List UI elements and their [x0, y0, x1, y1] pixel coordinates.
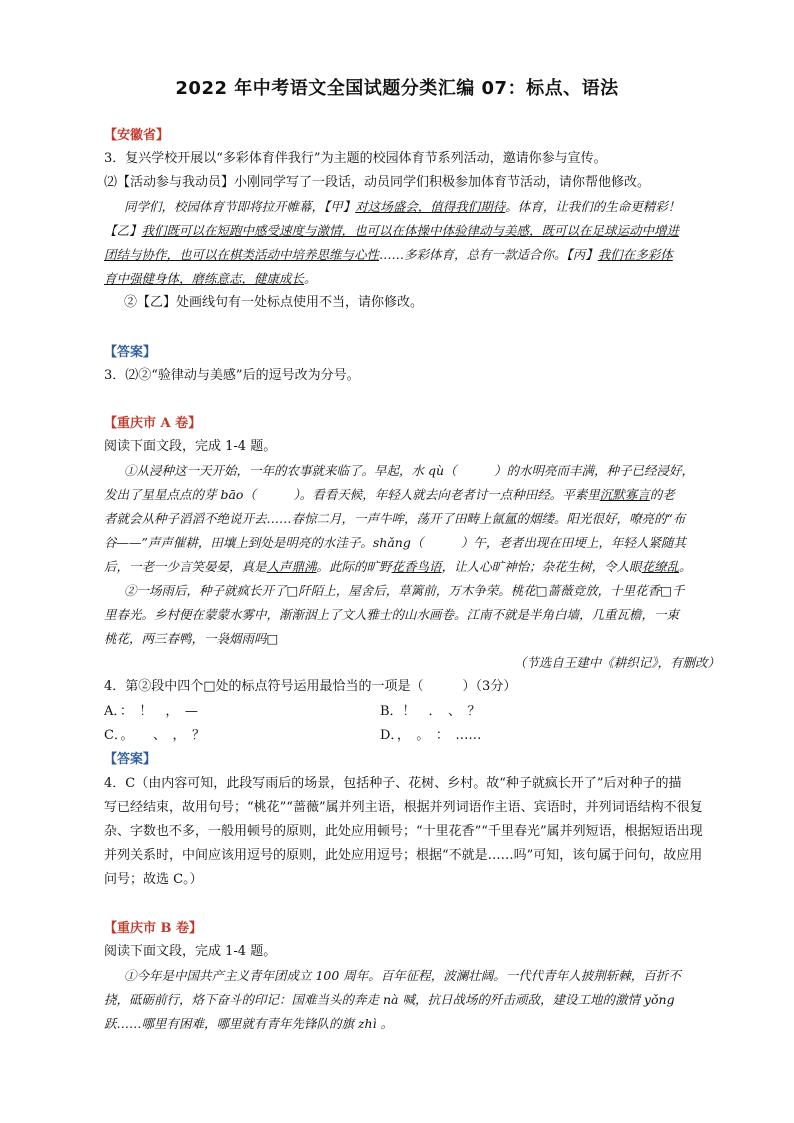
- answer-text: 4．C（由内容可知，此段写雨后的场景，包括种子、花树、乡村。故“种子就疯长开了”后对种子的描: [104, 776, 682, 791]
- answer-text: 问号；故选 C。）: [104, 872, 203, 887]
- question-line: 4．第②段中四个□处的标点符号运用最恰当的一项是（ ）（3分）: [104, 679, 517, 694]
- instruction-line: 阅读下面文段，完成 1-4 题。: [104, 944, 277, 959]
- passage-line: ①从浸种这一天开始，一年的农事就来临了。早起，水 qù（ ）的水明亮而丰满，种子已经浸好，: [124, 463, 695, 478]
- region-heading-chongqing-b: 【重庆市 B 卷】: [104, 921, 203, 936]
- passage-line: 跃……哪里有困难，哪里就有青年先锋队的旗 zhì 。: [104, 1016, 394, 1031]
- passage-line: 团结与协作，也可以在棋类活动中培养思维与心性……多彩体育，总有一款适合你。【丙】我们在多彩体: [104, 247, 673, 262]
- option-c: C．。 、 ， ？: [104, 728, 205, 743]
- region-heading-anhui: 【安徽省】: [104, 128, 170, 143]
- question-line: ⑵【活动参与我动员】小刚同学写了一段话，动员同学们积极参加体育节活动，请你帮他修改。: [104, 175, 651, 190]
- answer-text: 写已经结束，故用句号；“桃花”“蔷薇”属并列主语，根据并列词语作主语、宾语时，并列词语结构不很复: [104, 800, 703, 815]
- passage-line: 谷——”声声催耕，田壤上到处是明亮的水洼子。shǎng（ ）午，老者出现在田埂上，年轻人紧随其: [104, 535, 686, 550]
- passage-line: 桃花，两三春鸭，一袅烟雨吗□: [104, 631, 279, 646]
- passage-line: 育中强健身体，磨练意志，健康成长。: [104, 271, 317, 286]
- source-citation: （节选自王建中《耕织记》，有删改）: [513, 655, 720, 670]
- option-d: D．， 。 ： ……: [380, 728, 482, 743]
- passage-line: 挠，砥砺前行，烙下奋斗的印记：国难当头的奔走 nà 喊，抗日战场的歼击顽敌，建设工地的激情 yǒng: [104, 992, 675, 1007]
- passage-line: 同学们，校园体育节即将拉开帷幕，【甲】对这场盛会，值得我们期待。体育，让我们的生命更精彩！: [124, 199, 681, 214]
- region-heading-chongqing-a: 【重庆市 A 卷】: [104, 416, 202, 431]
- answer-text: 并列关系时，中间应该用逗号的原则，此处应用逗号；根据“不就是……吗”可知，该句属于问句，故应用: [104, 848, 703, 863]
- passage-line: 发出了星星点点的芽 bāo（ ）。看看天候，年轻人就去向老者讨一点种田经。平素里沉默寡言的老: [104, 487, 675, 502]
- answer-label: 【答案】: [104, 752, 157, 767]
- passage-line: 里春光。乡村便在蒙蒙水雾中，渐渐洇上了文人雅士的山水画卷。江南不就是半角白墙，几重瓦檐，一束: [104, 607, 680, 622]
- option-b: B．！ ． 、 ？: [380, 704, 481, 719]
- question-line: ②【乙】处画线句有一处标点使用不当，请你修改。: [124, 295, 424, 310]
- passage-line: 【乙】我们既可以在短跑中感受速度与激情，也可以在体操中体验律动与美感，既可以在足球运动中增进: [104, 223, 680, 238]
- answer-text: 杂、字数也不多，一般用顿号的原则，此处应用顿号；“十里花香”“千里春光”属并列短语，根据短语出现: [104, 824, 703, 839]
- instruction-line: 阅读下面文段，完成 1-4 题。: [104, 439, 277, 454]
- option-a: A．： ！ ， —: [104, 704, 198, 719]
- passage-line: ②一场雨后，种子就疯长开了□阡陌上，屋舍后，草篱前，万木争荣。桃花□蔷薇竞放，十里花香□千: [124, 583, 685, 598]
- passage-line: 者就会从种子滔滔不绝说开去……春惊二月，一声牛哞，荡开了田畴上氤氲的烟缕。阳光很好，嘹亮的“布: [104, 511, 686, 526]
- passage-line: 后，一老一少言笑晏晏，真是人声鼎沸。此际的旷野花香鸟语，让人心旷神怡；杂花生树，令人眼花缭乱。: [104, 559, 692, 574]
- answer-text: 3．⑵②“验律动与美感”后的逗号改为分号。: [104, 368, 360, 383]
- answer-label: 【答案】: [104, 345, 157, 360]
- passage-line: ①今年是中国共产主义青年团成立 100 周年。百年征程，波澜壮阔。一代代青年人披荆斩棘，百折不: [124, 968, 681, 983]
- page-title: 2022 年中考语文全国试题分类汇编 07：标点、语法: [175, 78, 619, 99]
- question-line: 3．复兴学校开展以“多彩体育伴我行”为主题的校园体育节系列活动，邀请你参与宣传。: [104, 151, 607, 166]
